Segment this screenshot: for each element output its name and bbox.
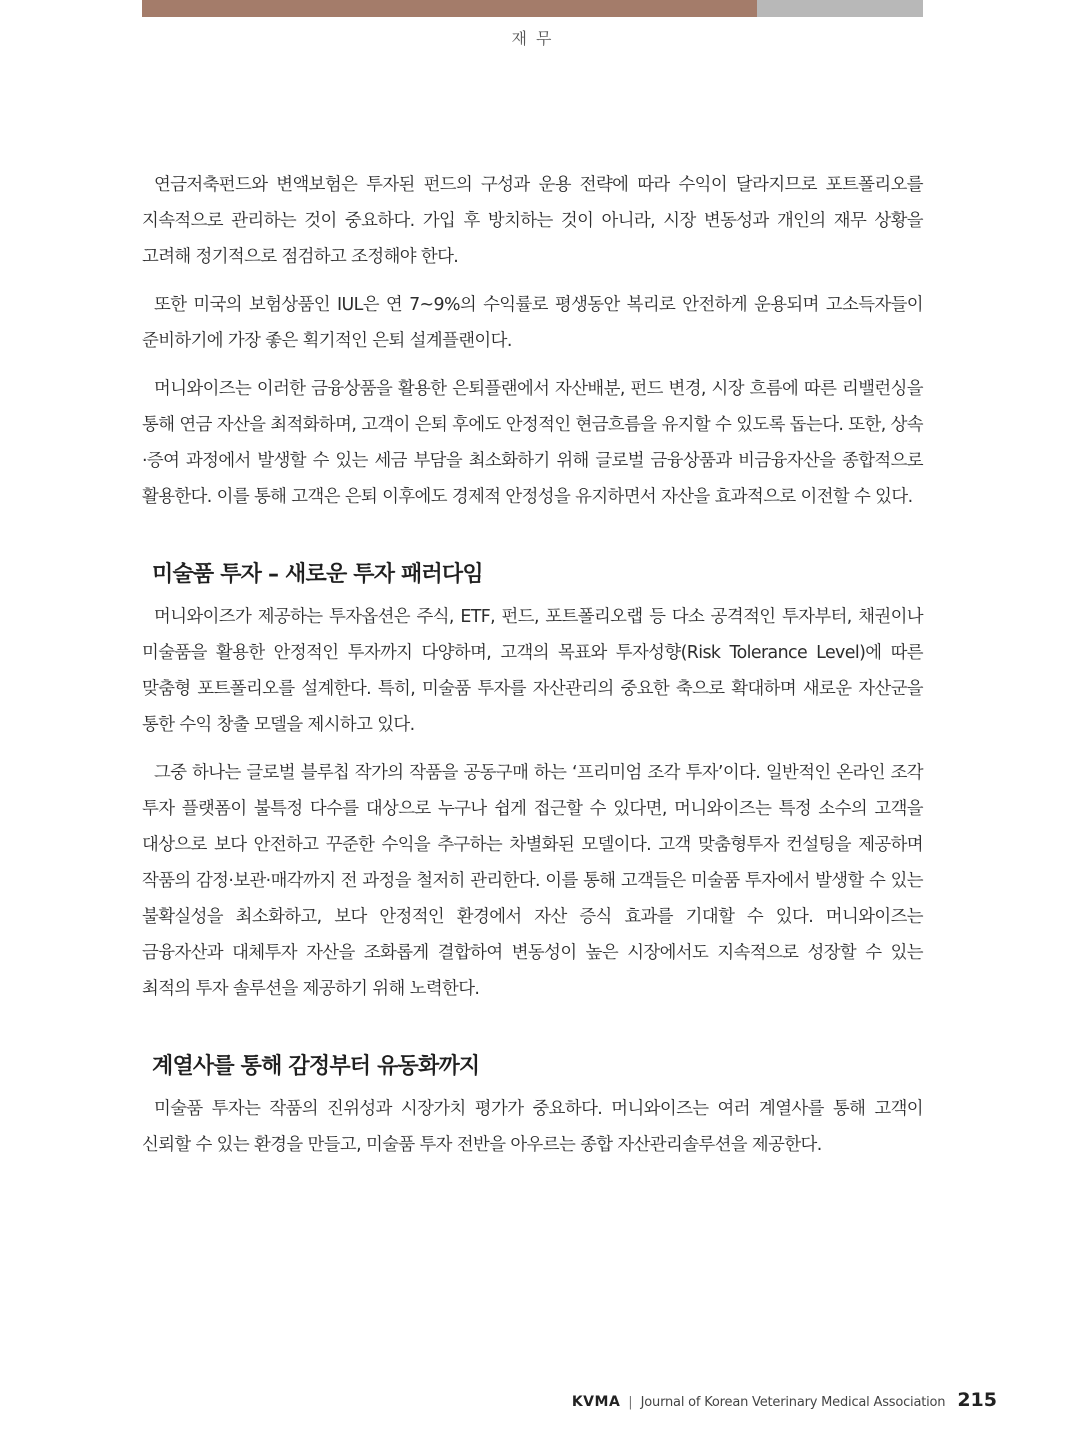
- page-footer: [572, 1389, 997, 1411]
- section-label: 재 무: [511, 29, 554, 48]
- paragraph: 연금저축펀드와 변액보험은 투자된 펀드의 구성과 운용 전략에 따라 수익이 달라지므로 포트폴리오를 지속적으로 관리하는 것이 중요하다. 가입 후 방치하는 것이 아니라, 시장 변동성과 개인의 재무 상황을 고려해 정기적으로 점검하고 조정해야 한다.: [142, 175, 923, 267]
- paragraph: 머니와이즈가 제공하는 투자옵션은 주식, ETF, 펀드, 포트폴리오랩 등 다소 공격적인 투자부터, 채권이나 미술품을 활용한 안정적인 투자까지 다양하며, 고객의 목표와 투자성향(Risk Tolerance Level)에 따른 맞춤형 포트폴리오를 설계한다. 특히, 미술품 투자를 자산관리의 중요한 축으로 확대하며 새로운 자산군을 통한 수익 창출 모델을 제시하고 있다.: [142, 607, 923, 735]
- top-decorative-bar: [142, 0, 923, 17]
- footer-separator: |: [628, 1395, 633, 1410]
- article-body: [142, 167, 923, 1163]
- section-heading: 미술품 투자 – 새로운 투자 패러다임: [152, 562, 483, 587]
- paragraph: 머니와이즈는 이러한 금융상품을 활용한 은퇴플랜에서 자산배분, 펀드 변경, 시장 흐름에 따른 리밸런싱을 통해 연금 자산을 최적화하며, 고객이 은퇴 후에도 안정적인 현금흐름을 유지할 수 있도록 돕는다. 또한, 상속·증여 과정에서 발생할 수 있는 세금 부담을 최소화하기 위해 글로벌 금융상품과 비금융자산을 종합적으로 활용한다. 이를 통해 고객은 은퇴 이후에도 경제적 안정성을 유지하면서 자산을 효과적으로 이전할 수 있다.: [142, 379, 923, 507]
- footer-journal-title: Journal of Korean Veterinary Medical Association: [640, 1395, 946, 1410]
- paragraph: 그중 하나는 글로벌 블루칩 작가의 작품을 공동구매 하는 ‘프리미엄 조각 투자’이다. 일반적인 온라인 조각 투자 플랫폼이 불특정 다수를 대상으로 누구나 쉽게 접근할 수 있다면, 머니와이즈는 특정 소수의 고객을 대상으로 보다 안전하고 꾸준한 수익을 추구하는 차별화된 모델이다. 고객 맞춤형투자 컨설팅을 제공하며 작품의 감정·보관·매각까지 전 과정을 철저히 관리한다. 이를 통해 고객들은 미술품 투자에서 발생할 수 있는 불확실성을 최소화하고, 보다 안정적인 환경에서 자산 증식 효과를 기대할 수 있다. 머니와이즈는 금융자산과 대체투자 자산을 조화롭게 결합하여 변동성이 높은 시장에서도 지속적으로 성장할 수 있는 최적의 투자 솔루션을 제공하기 위해 노력한다.: [142, 763, 923, 999]
- paragraph: 미술품 투자는 작품의 진위성과 시장가치 평가가 중요하다. 머니와이즈는 여러 계열사를 통해 고객이 신뢰할 수 있는 환경을 만들고, 미술품 투자 전반을 아우르는 종합 자산관리솔루션을 제공한다.: [142, 1099, 923, 1155]
- top-bar-gray-segment: [757, 0, 923, 17]
- footer-brand: KVMA: [571, 1394, 621, 1410]
- page-number: 215: [957, 1389, 997, 1411]
- section-heading: 계열사를 통해 감정부터 유동화까지: [152, 1054, 480, 1079]
- top-bar-brown-segment: [142, 0, 757, 17]
- paragraph: 또한 미국의 보험상품인 IUL은 연 7~9%의 수익률로 평생동안 복리로 안전하게 운용되며 고소득자들이 준비하기에 가장 좋은 획기적인 은퇴 설계플랜이다.: [142, 295, 923, 351]
